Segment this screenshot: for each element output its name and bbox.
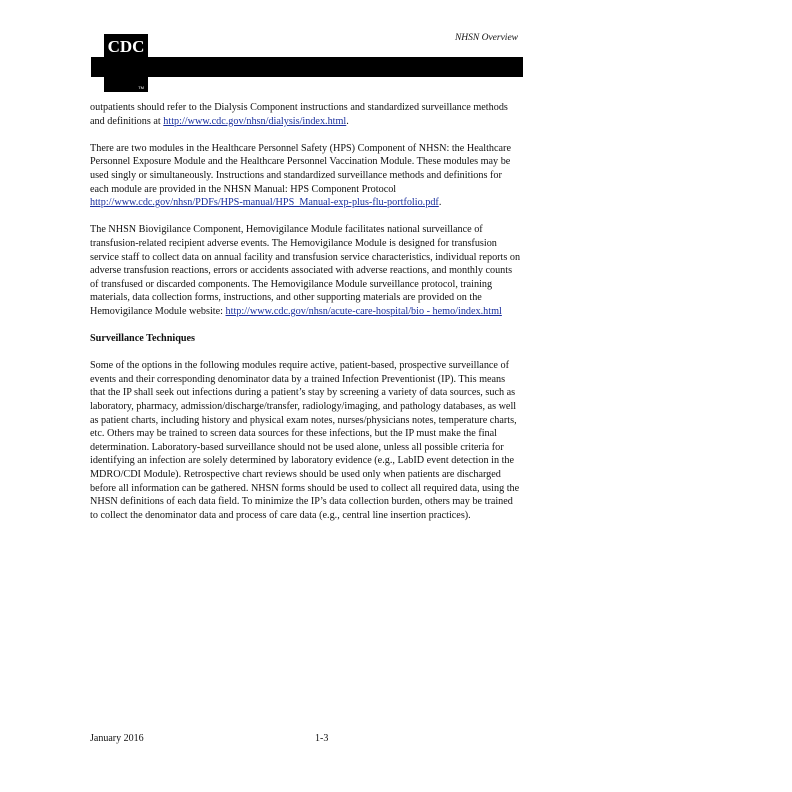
- footer-date: January 2016: [90, 733, 144, 744]
- section-heading: Surveillance Techniques: [90, 333, 196, 345]
- header-bar: [91, 57, 523, 77]
- page-number: 1-3: [315, 733, 329, 744]
- hemovigilance-link[interactable]: http://www.cdc.gov/nhsn/acute-care-hospital/bio - hemo/index.html: [225, 305, 502, 317]
- paragraph-hps: There are two modules in the Healthcare Personnel Safety (HPS) Component of NHSN: the Healthcare Personnel Exposure Module and the Healthcare Personnel Vaccination Module. These modules may be used singly or simultaneously. Instructions and standardized surveillance methods and definitions for each module are provided in the NHSN Manual: HPS Component Protocol http://www.cdc.gov/nhsn/PDFs/HPS-manual/HPS_Manual-exp-plus-flu-portfolio.pdf.: [90, 142, 511, 209]
- page-header-title: NHSN Overview: [454, 33, 518, 43]
- logo-text: CDC: [107, 37, 145, 56]
- paragraph-dialysis: outpatients should refer to the Dialysis Component instructions and standardized surveillance methods and definitions at http://www.cdc.gov/nhsn/dialysis/index.html.: [90, 102, 508, 127]
- paragraph-biovigilance: The NHSN Biovigilance Component, Hemovigilance Module facilitates national surveillance of transfusion-related recipient adverse events. The Hemovigilance Module is designed for transfusion service staff to collect data on annual facility and transfusion service characteristics, individual reports on adverse transfusion reactions, errors or accidents associated with adverse reactions, and monthly counts of transfused or discarded components. The Hemovigilance Module surveillance protocol, training materials, data collection forms, instructions, and other supporting materials are provided on the Hemovigilance Module website: http://www.cdc.gov/nhsn/acute-care-hospital/bio - hemo/index.html: [90, 224, 521, 317]
- dialysis-link[interactable]: http://www.cdc.gov/nhsn/dialysis/index.html: [163, 115, 347, 127]
- hps-manual-link[interactable]: http://www.cdc.gov/nhsn/PDFs/HPS-manual/HPS_Manual-exp-plus-flu-portfolio.pdf: [90, 197, 439, 209]
- document-body: [90, 101, 522, 536]
- paragraph-surveillance: Some of the options in the following modules require active, patient-based, prospective surveillance of events and their corresponding denominator data by a trained Infection Preventionist (IP). This means that the IP shall seek out infections during a patient’s stay by screening a variety of data sources, such as laboratory, pharmacy, admission/discharge/transfer, radiology/imaging, and pathology databases, as well as patient charts, including history and physical exam notes, nurses/physicians notes, temperature charts, etc. Others may be trained to screen data sources for these infections, but the IP must make the final determination. Laboratory-based surveillance should not be used alone, unless all possible criteria for identifying an infection are solely determined by laboratory evidence (e.g., LabID event detection in the MDRO/CDI Module). Retrospective chart reviews should be used only when patients are discharged before all information can be gathered. NHSN forms should be used to collect all required data, using the NHSN definitions of each data field. To minimize the IP’s data collection burden, others may be trained to collect the denominator data and process of care data (e.g., central line insertion practices).: [90, 360, 520, 521]
- logo-trademark: TM: [138, 85, 144, 90]
